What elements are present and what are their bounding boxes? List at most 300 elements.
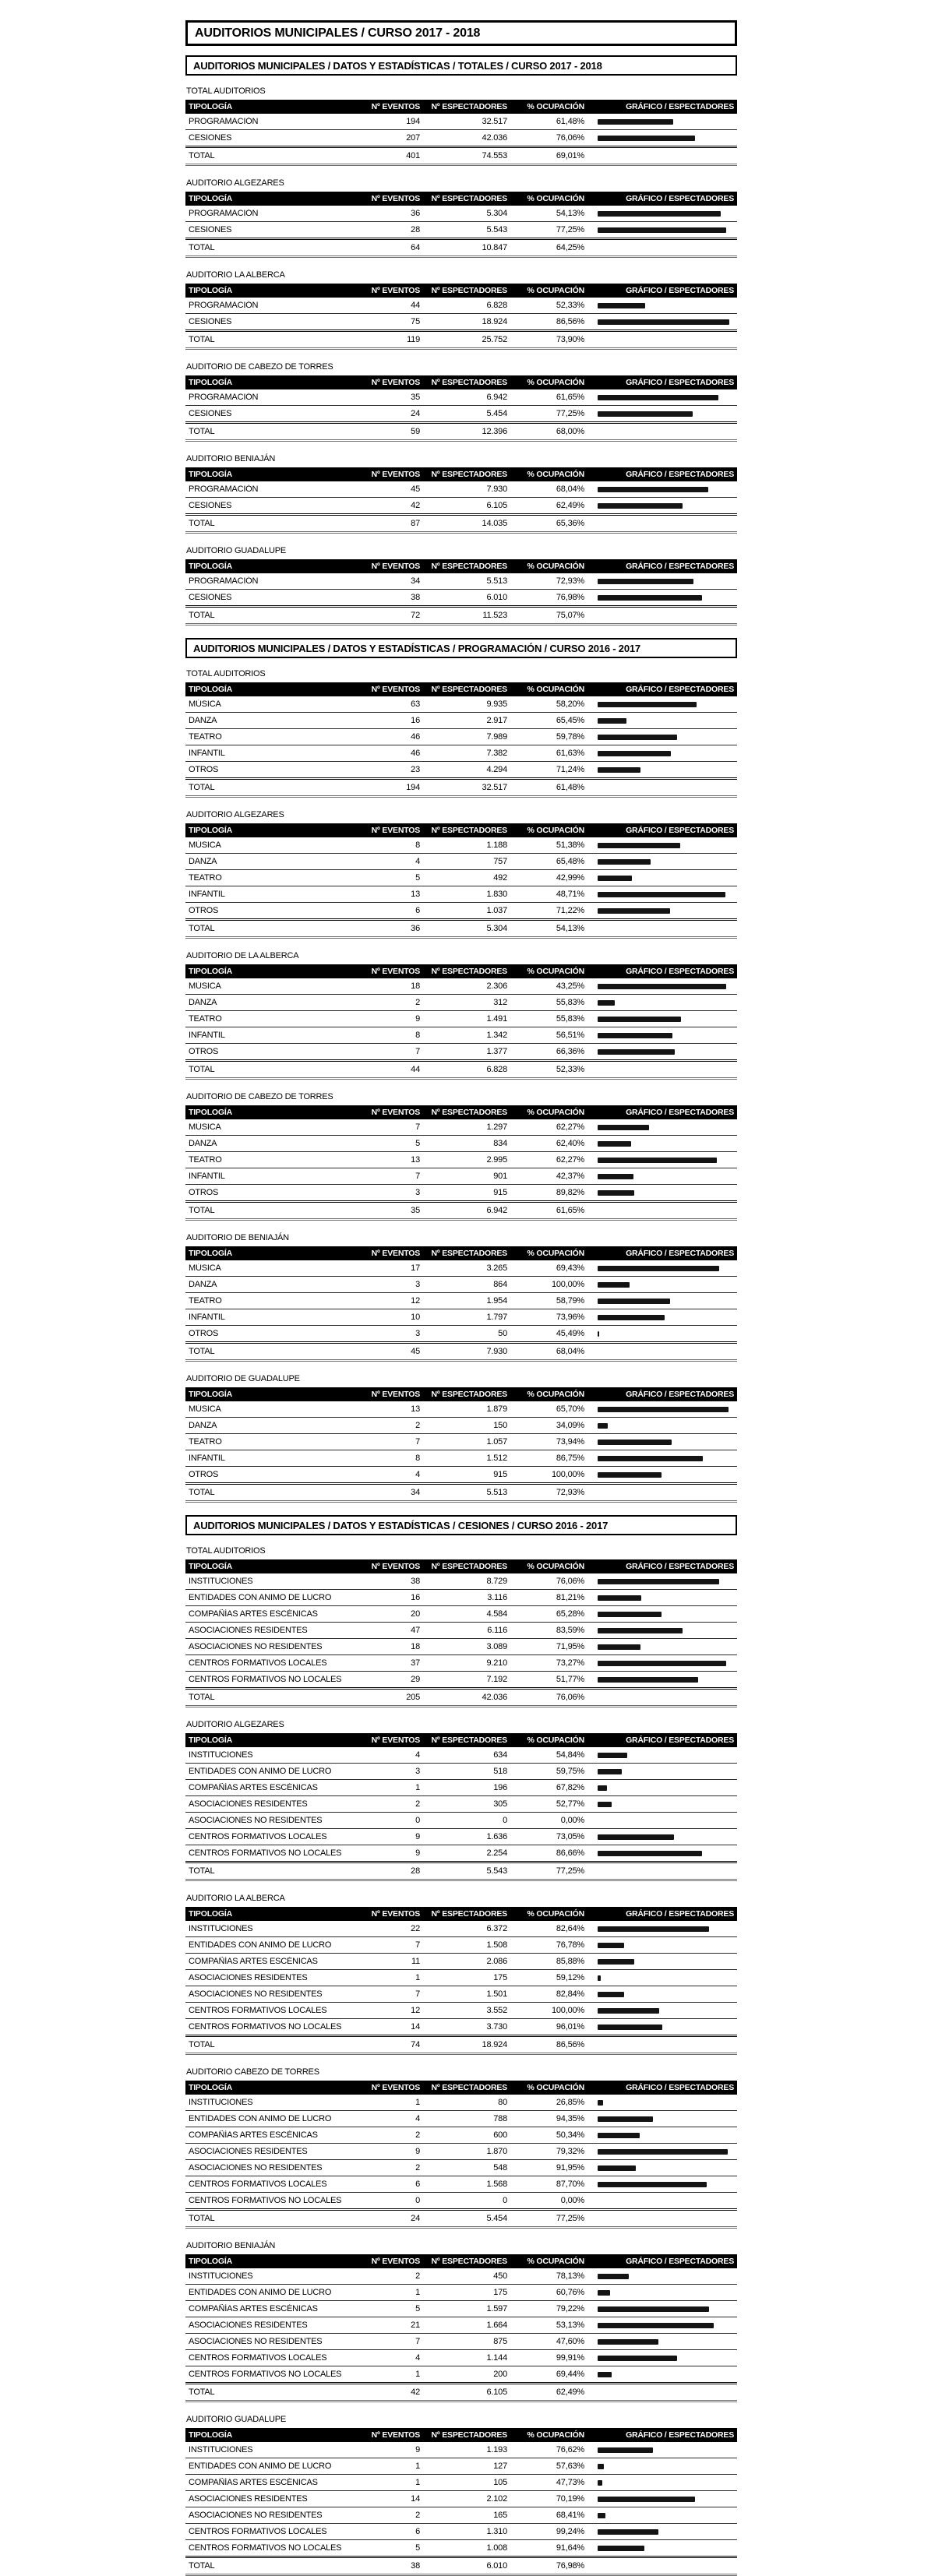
spectators-bar <box>598 1851 702 1856</box>
table-header-row <box>185 467 737 481</box>
table-row <box>185 1813 737 1829</box>
spectators-bar <box>598 1785 607 1791</box>
header-cell: Nº EVENTOS <box>371 1108 420 1117</box>
cell-espectadores: 5.454 <box>486 409 507 418</box>
cell-ocupacion: 62,40% <box>556 1139 584 1148</box>
cell-ocupacion: 67,82% <box>556 1783 584 1792</box>
cell-espectadores: 7.382 <box>486 749 507 758</box>
spectators-bar <box>598 595 702 601</box>
cell-espectadores: 1.188 <box>486 840 507 850</box>
cell-tipologia: INFANTIL <box>189 890 225 899</box>
spectators-bar <box>598 2323 714 2328</box>
cell-tipologia: CENTROS FORMATIVOS LOCALES <box>189 2180 327 2189</box>
table-row <box>185 573 737 590</box>
auditorium-label: AUDITORIO CABEZO DE TORRES <box>186 2067 319 2077</box>
stats-table <box>185 559 737 625</box>
cell-tipologia: OTROS <box>189 1188 219 1197</box>
cell-tipologia: OTROS <box>189 1329 219 1338</box>
stats-table-block <box>185 2415 737 2576</box>
cell-grafico <box>584 2356 737 2361</box>
cell-grafico <box>584 1472 737 1478</box>
cell-ocupacion: 65,48% <box>556 857 584 866</box>
table-total-row <box>185 2035 737 2055</box>
report-section <box>185 55 737 625</box>
header-cell: Nº ESPECTADORES <box>431 1249 507 1258</box>
cell-grafico <box>584 1282 737 1288</box>
header-cell: % OCUPACIÓN <box>527 1390 584 1399</box>
table-body <box>185 1921 737 2055</box>
table-row <box>185 2301 737 2317</box>
header-cell: TIPOLOGÍA <box>189 470 232 479</box>
cell-eventos: 1 <box>415 2288 420 2297</box>
cell-espectadores: 788 <box>493 2114 507 2123</box>
spectators-bar <box>598 211 721 217</box>
cell-eventos: 401 <box>406 151 420 160</box>
cell-eventos: 119 <box>407 335 420 344</box>
table-row <box>185 1277 737 1293</box>
header-cell: Nº EVENTOS <box>371 286 420 295</box>
spectators-bar <box>598 2149 728 2155</box>
spectators-bar <box>598 2133 640 2138</box>
header-cell: GRÁFICO / ESPECTADORES <box>626 2083 734 2092</box>
cell-espectadores: 6.105 <box>486 501 507 510</box>
cell-espectadores: 6.010 <box>486 2561 507 2571</box>
cell-grafico <box>584 2306 737 2312</box>
cell-tipologia: INSTITUCIONES <box>189 1750 253 1760</box>
spectators-bar <box>598 1943 624 1948</box>
table-row <box>185 314 737 329</box>
cell-grafico <box>584 136 737 141</box>
cell-espectadores: 7.930 <box>486 485 507 494</box>
cell-tipologia: TOTAL <box>189 1206 215 1215</box>
cell-eventos: 12 <box>411 1296 420 1306</box>
cell-grafico <box>584 2529 737 2535</box>
cell-eventos: 2 <box>415 2271 420 2281</box>
cell-ocupacion: 59,75% <box>556 1767 584 1776</box>
cell-tipologia: CENTROS FORMATIVOS LOCALES <box>189 1832 327 1841</box>
table-row <box>185 1434 737 1450</box>
auditorium-label: AUDITORIO LA ALBERCA <box>186 1894 285 1903</box>
cell-espectadores: 7.930 <box>486 1347 507 1356</box>
header-cell: GRÁFICO / ESPECTADORES <box>626 826 734 835</box>
cell-ocupacion: 77,25% <box>556 225 584 234</box>
spectators-bar <box>598 1315 665 1320</box>
table-total-row <box>185 513 737 534</box>
header-cell: % OCUPACIÓN <box>527 286 584 295</box>
table-header-row <box>185 1105 737 1119</box>
cell-eventos: 13 <box>411 1404 420 1414</box>
cell-espectadores: 5.543 <box>486 1866 507 1876</box>
cell-grafico <box>584 1926 737 1932</box>
cell-ocupacion: 42,37% <box>556 1172 584 1181</box>
spectators-bar <box>598 2025 662 2030</box>
cell-eventos: 7 <box>415 1172 420 1181</box>
cell-grafico <box>584 1579 737 1584</box>
cell-ocupacion: 78,13% <box>556 2271 584 2281</box>
cell-ocupacion: 47,60% <box>556 2337 584 2346</box>
header-cell: GRÁFICO / ESPECTADORES <box>626 967 734 976</box>
cell-grafico <box>584 319 737 325</box>
cell-espectadores: 3.089 <box>486 1642 507 1651</box>
cell-ocupacion: 62,49% <box>556 2387 584 2397</box>
stats-table-block <box>185 86 737 166</box>
stats-table <box>185 682 737 798</box>
auditorium-label: AUDITORIO BENIAJÁN <box>186 454 276 463</box>
table-row <box>185 1639 737 1655</box>
cell-eventos: 7 <box>415 1437 420 1447</box>
cell-grafico <box>584 1440 737 1445</box>
cell-ocupacion: 91,95% <box>556 2163 584 2173</box>
cell-grafico <box>584 702 737 707</box>
cell-grafico <box>584 211 737 217</box>
cell-ocupacion: 72,93% <box>556 1488 584 1497</box>
table-body <box>185 206 737 258</box>
spectators-bar <box>598 1992 624 1997</box>
auditorium-label: AUDITORIO GUADALUPE <box>186 546 287 555</box>
header-cell: GRÁFICO / ESPECTADORES <box>626 1249 734 1258</box>
header-cell: GRÁFICO / ESPECTADORES <box>626 1108 734 1117</box>
spectators-bar <box>598 2529 658 2535</box>
table-body <box>185 298 737 350</box>
cell-grafico <box>584 2372 737 2377</box>
header-cell: % OCUPACIÓN <box>527 1562 584 1571</box>
cell-eventos: 18 <box>411 1642 420 1651</box>
cell-grafico <box>584 2497 737 2502</box>
cell-grafico <box>584 767 737 773</box>
cell-ocupacion: 61,63% <box>556 749 584 758</box>
table-row <box>185 2095 737 2111</box>
cell-ocupacion: 100,00% <box>551 1280 584 1289</box>
cell-tipologia: TEATRO <box>189 1014 222 1024</box>
cell-tipologia: TOTAL <box>189 1866 215 1876</box>
cell-espectadores: 8.729 <box>486 1577 507 1586</box>
cell-ocupacion: 77,25% <box>556 2214 584 2223</box>
header-cell: TIPOLOGÍA <box>189 1736 232 1745</box>
cell-eventos: 46 <box>411 749 420 758</box>
cell-espectadores: 1.144 <box>486 2353 507 2363</box>
cell-tipologia: MÚSICA <box>189 840 221 850</box>
cell-grafico <box>584 1834 737 1840</box>
cell-eventos: 1 <box>415 2461 420 2471</box>
cell-tipologia: CENTROS FORMATIVOS NO LOCALES <box>189 2196 342 2205</box>
cell-ocupacion: 100,00% <box>551 2006 584 2015</box>
cell-grafico <box>584 2008 737 2014</box>
table-header-row <box>185 1907 737 1921</box>
spectators-bar <box>598 1407 729 1412</box>
table-row <box>185 1986 737 2003</box>
cell-tipologia: ENTIDADES CON ANIMO DE LUCRO <box>189 2461 332 2471</box>
section-title: AUDITORIOS MUNICIPALES / DATOS Y ESTADÍSTICAS / CESIONES / CURSO 2016 - 2017 <box>185 1515 737 1535</box>
cell-eventos: 4 <box>415 857 420 866</box>
header-cell: TIPOLOGÍA <box>189 2430 232 2440</box>
header-cell: GRÁFICO / ESPECTADORES <box>626 1390 734 1399</box>
stats-table <box>185 1105 737 1221</box>
cell-tipologia: TOTAL <box>189 1693 215 1702</box>
cell-eventos: 9 <box>415 1848 420 1858</box>
header-cell: Nº EVENTOS <box>371 378 420 387</box>
cell-espectadores: 6.828 <box>486 1065 507 1074</box>
cell-grafico <box>584 2447 737 2453</box>
header-cell: Nº EVENTOS <box>371 562 420 571</box>
table-row <box>185 1136 737 1152</box>
cell-ocupacion: 71,95% <box>556 1642 584 1651</box>
cell-grafico <box>584 1407 737 1412</box>
cell-espectadores: 1.870 <box>486 2147 507 2156</box>
cell-eventos: 5 <box>415 1139 420 1148</box>
cell-eventos: 42 <box>411 501 420 510</box>
cell-tipologia: CESIONES <box>189 225 232 234</box>
table-total-row <box>185 329 737 350</box>
cell-espectadores: 1.342 <box>486 1031 507 1040</box>
table-row <box>185 854 737 870</box>
cell-eventos: 36 <box>411 209 420 218</box>
cell-espectadores: 450 <box>493 2271 507 2281</box>
table-total-row <box>185 1861 737 1881</box>
cell-ocupacion: 77,25% <box>556 409 584 418</box>
header-cell: TIPOLOGÍA <box>189 102 232 111</box>
cell-ocupacion: 76,62% <box>556 2445 584 2454</box>
cell-eventos: 59 <box>411 427 420 436</box>
cell-eventos: 1 <box>415 2098 420 2107</box>
cell-ocupacion: 68,04% <box>556 1347 584 1356</box>
table-row <box>185 1796 737 1813</box>
table-row <box>185 2540 737 2556</box>
cell-ocupacion: 59,12% <box>556 1973 584 1982</box>
cell-tipologia: PROGRAMACIÓN <box>189 485 259 494</box>
spectators-bar <box>598 2464 604 2469</box>
cell-espectadores: 1.512 <box>486 1454 507 1463</box>
spectators-bar <box>598 1440 672 1445</box>
cell-eventos: 14 <box>411 2022 420 2032</box>
cell-grafico <box>584 1017 737 1022</box>
cell-tipologia: ASOCIACIONES NO RESIDENTES <box>189 1989 323 1999</box>
cell-espectadores: 6.010 <box>486 593 507 602</box>
cell-ocupacion: 55,83% <box>556 998 584 1007</box>
cell-ocupacion: 61,65% <box>556 393 584 402</box>
cell-eventos: 38 <box>411 1577 420 1586</box>
table-header-row <box>185 2254 737 2268</box>
stats-table <box>185 1733 737 1881</box>
cell-eventos: 24 <box>411 409 420 418</box>
header-cell: % OCUPACIÓN <box>527 2430 584 2440</box>
header-cell: Nº EVENTOS <box>371 194 420 203</box>
table-header-row <box>185 100 737 114</box>
cell-ocupacion: 53,13% <box>556 2321 584 2330</box>
cell-espectadores: 2.102 <box>486 2494 507 2504</box>
cell-espectadores: 6.942 <box>486 1206 507 1215</box>
cell-eventos: 7 <box>415 2337 420 2346</box>
table-row <box>185 1747 737 1764</box>
cell-eventos: 9 <box>415 2445 420 2454</box>
table-header-row <box>185 2081 737 2095</box>
cell-tipologia: ASOCIACIONES RESIDENTES <box>189 2321 308 2330</box>
header-cell: TIPOLOGÍA <box>189 826 232 835</box>
header-cell: % OCUPACIÓN <box>527 826 584 835</box>
table-row <box>185 745 737 762</box>
cell-tipologia: ASOCIACIONES NO RESIDENTES <box>189 1642 323 1651</box>
header-cell: Nº EVENTOS <box>371 2430 420 2440</box>
cell-eventos: 9 <box>415 1832 420 1841</box>
cell-ocupacion: 61,48% <box>556 117 584 126</box>
auditorium-label: AUDITORIO LA ALBERCA <box>186 270 285 280</box>
table-row <box>185 1119 737 1136</box>
cell-grafico <box>584 1753 737 1758</box>
spectators-bar <box>598 1644 640 1650</box>
table-row <box>185 222 737 238</box>
cell-espectadores: 5.513 <box>486 576 507 586</box>
cell-eventos: 18 <box>411 981 420 991</box>
cell-eventos: 8 <box>415 840 420 850</box>
header-cell: GRÁFICO / ESPECTADORES <box>626 286 734 295</box>
cell-grafico <box>584 1677 737 1683</box>
cell-espectadores: 548 <box>493 2163 507 2173</box>
spectators-bar <box>598 2497 695 2502</box>
cell-ocupacion: 65,28% <box>556 1609 584 1619</box>
cell-espectadores: 5.304 <box>486 209 507 218</box>
cell-tipologia: ENTIDADES CON ANIMO DE LUCRO <box>189 2288 332 2297</box>
cell-eventos: 44 <box>411 301 420 310</box>
spectators-bar <box>598 1769 622 1774</box>
spectators-bar <box>598 718 626 724</box>
cell-tipologia: DANZA <box>189 857 217 866</box>
cell-tipologia: TOTAL <box>189 2040 215 2049</box>
header-cell: % OCUPACIÓN <box>527 470 584 479</box>
header-cell: TIPOLOGÍA <box>189 562 232 571</box>
cell-espectadores: 42.036 <box>482 1693 507 1702</box>
cell-ocupacion: 57,63% <box>556 2461 584 2471</box>
table-total-row <box>185 605 737 625</box>
spectators-bar <box>598 751 671 756</box>
spectators-bar <box>598 735 677 740</box>
cell-tipologia: OTROS <box>189 765 219 774</box>
header-cell: Nº ESPECTADORES <box>431 286 507 295</box>
spectators-bar <box>598 1753 627 1758</box>
spectators-bar <box>598 1190 634 1196</box>
table-row <box>185 1293 737 1309</box>
cell-tipologia: CENTROS FORMATIVOS NO LOCALES <box>189 2543 342 2553</box>
section-tables <box>185 86 737 625</box>
cell-espectadores: 875 <box>493 2337 507 2346</box>
cell-eventos: 2 <box>415 1799 420 1809</box>
spectators-bar <box>598 2339 658 2345</box>
cell-tipologia: MÚSICA <box>189 1263 221 1273</box>
cell-grafico <box>584 2546 737 2551</box>
cell-eventos: 46 <box>411 732 420 742</box>
cell-eventos: 9 <box>415 1014 420 1024</box>
stats-table <box>185 1246 737 1362</box>
cell-tipologia: OTROS <box>189 906 219 915</box>
cell-tipologia: TEATRO <box>189 873 222 883</box>
spectators-bar <box>598 2100 603 2106</box>
cell-eventos: 35 <box>411 1206 420 1215</box>
table-row <box>185 2524 737 2540</box>
spectators-bar <box>598 1661 726 1666</box>
header-cell: Nº ESPECTADORES <box>431 1909 507 1919</box>
cell-espectadores: 1.037 <box>486 906 507 915</box>
table-row <box>185 713 737 729</box>
table-body <box>185 2442 737 2576</box>
cell-tipologia: DANZA <box>189 716 217 725</box>
cell-eventos: 8 <box>415 1031 420 1040</box>
table-body <box>185 837 737 939</box>
spectators-bar <box>598 395 718 400</box>
header-cell: Nº EVENTOS <box>371 2083 420 2092</box>
cell-tipologia: TOTAL <box>189 335 215 344</box>
stats-table <box>185 823 737 939</box>
cell-tipologia: TEATRO <box>189 1155 222 1165</box>
cell-ocupacion: 73,90% <box>556 335 584 344</box>
cell-ocupacion: 76,06% <box>556 133 584 143</box>
cell-eventos: 2 <box>415 998 420 1007</box>
cell-grafico <box>584 1661 737 1666</box>
table-row <box>185 1185 737 1200</box>
table-total-row <box>185 1687 737 1707</box>
cell-ocupacion: 79,32% <box>556 2147 584 2156</box>
spectators-bar <box>598 319 729 325</box>
cell-ocupacion: 58,79% <box>556 1296 584 1306</box>
stats-table-block <box>185 1546 737 1707</box>
cell-grafico <box>584 2274 737 2279</box>
table-total-row <box>185 918 737 939</box>
table-row <box>185 114 737 130</box>
cell-eventos: 7 <box>415 1940 420 1950</box>
header-cell: GRÁFICO / ESPECTADORES <box>626 2430 734 2440</box>
stats-table-block <box>185 270 737 350</box>
cell-eventos: 9 <box>415 2147 420 2156</box>
table-row <box>185 2458 737 2475</box>
cell-ocupacion: 85,88% <box>556 1957 584 1966</box>
cell-tipologia: DANZA <box>189 1421 217 1430</box>
cell-ocupacion: 73,96% <box>556 1313 584 1322</box>
cell-eventos: 37 <box>411 1658 420 1668</box>
cell-espectadores: 834 <box>493 1139 507 1148</box>
cell-espectadores: 2.254 <box>486 1848 507 1858</box>
cell-espectadores: 7.192 <box>486 1675 507 1684</box>
header-cell: TIPOLOGÍA <box>189 1249 232 1258</box>
spectators-bar <box>598 136 695 141</box>
cell-grafico <box>584 1992 737 1997</box>
table-row <box>185 1418 737 1434</box>
stats-table <box>185 284 737 350</box>
spectators-bar <box>598 1595 641 1601</box>
cell-ocupacion: 64,25% <box>556 243 584 252</box>
spectators-bar <box>598 1677 698 1683</box>
header-cell: Nº EVENTOS <box>371 1562 420 1571</box>
cell-eventos: 16 <box>411 1593 420 1602</box>
cell-ocupacion: 99,91% <box>556 2353 584 2363</box>
spectators-bar <box>598 1331 599 1337</box>
spectators-bar <box>598 1628 683 1633</box>
table-body <box>185 1260 737 1362</box>
cell-tipologia: TOTAL <box>189 1065 215 1074</box>
table-row <box>185 837 737 854</box>
cell-ocupacion: 62,27% <box>556 1122 584 1132</box>
table-row <box>185 481 737 498</box>
cell-tipologia: TEATRO <box>189 1296 222 1306</box>
cell-grafico <box>584 751 737 756</box>
cell-eventos: 45 <box>411 485 420 494</box>
table-row <box>185 1921 737 1937</box>
table-row <box>185 2366 737 2382</box>
cell-eventos: 22 <box>411 1924 420 1933</box>
cell-eventos: 29 <box>411 1675 420 1684</box>
table-row <box>185 1780 737 1796</box>
cell-grafico <box>584 503 737 509</box>
cell-tipologia: PROGRAMACIÓN <box>189 576 259 586</box>
cell-eventos: 28 <box>411 1866 420 1876</box>
section-title: AUDITORIOS MUNICIPALES / DATOS Y ESTADÍSTICAS / PROGRAMACIÓN / CURSO 2016 - 2017 <box>185 638 737 658</box>
auditorium-label: AUDITORIO DE LA ALBERCA <box>186 951 299 960</box>
